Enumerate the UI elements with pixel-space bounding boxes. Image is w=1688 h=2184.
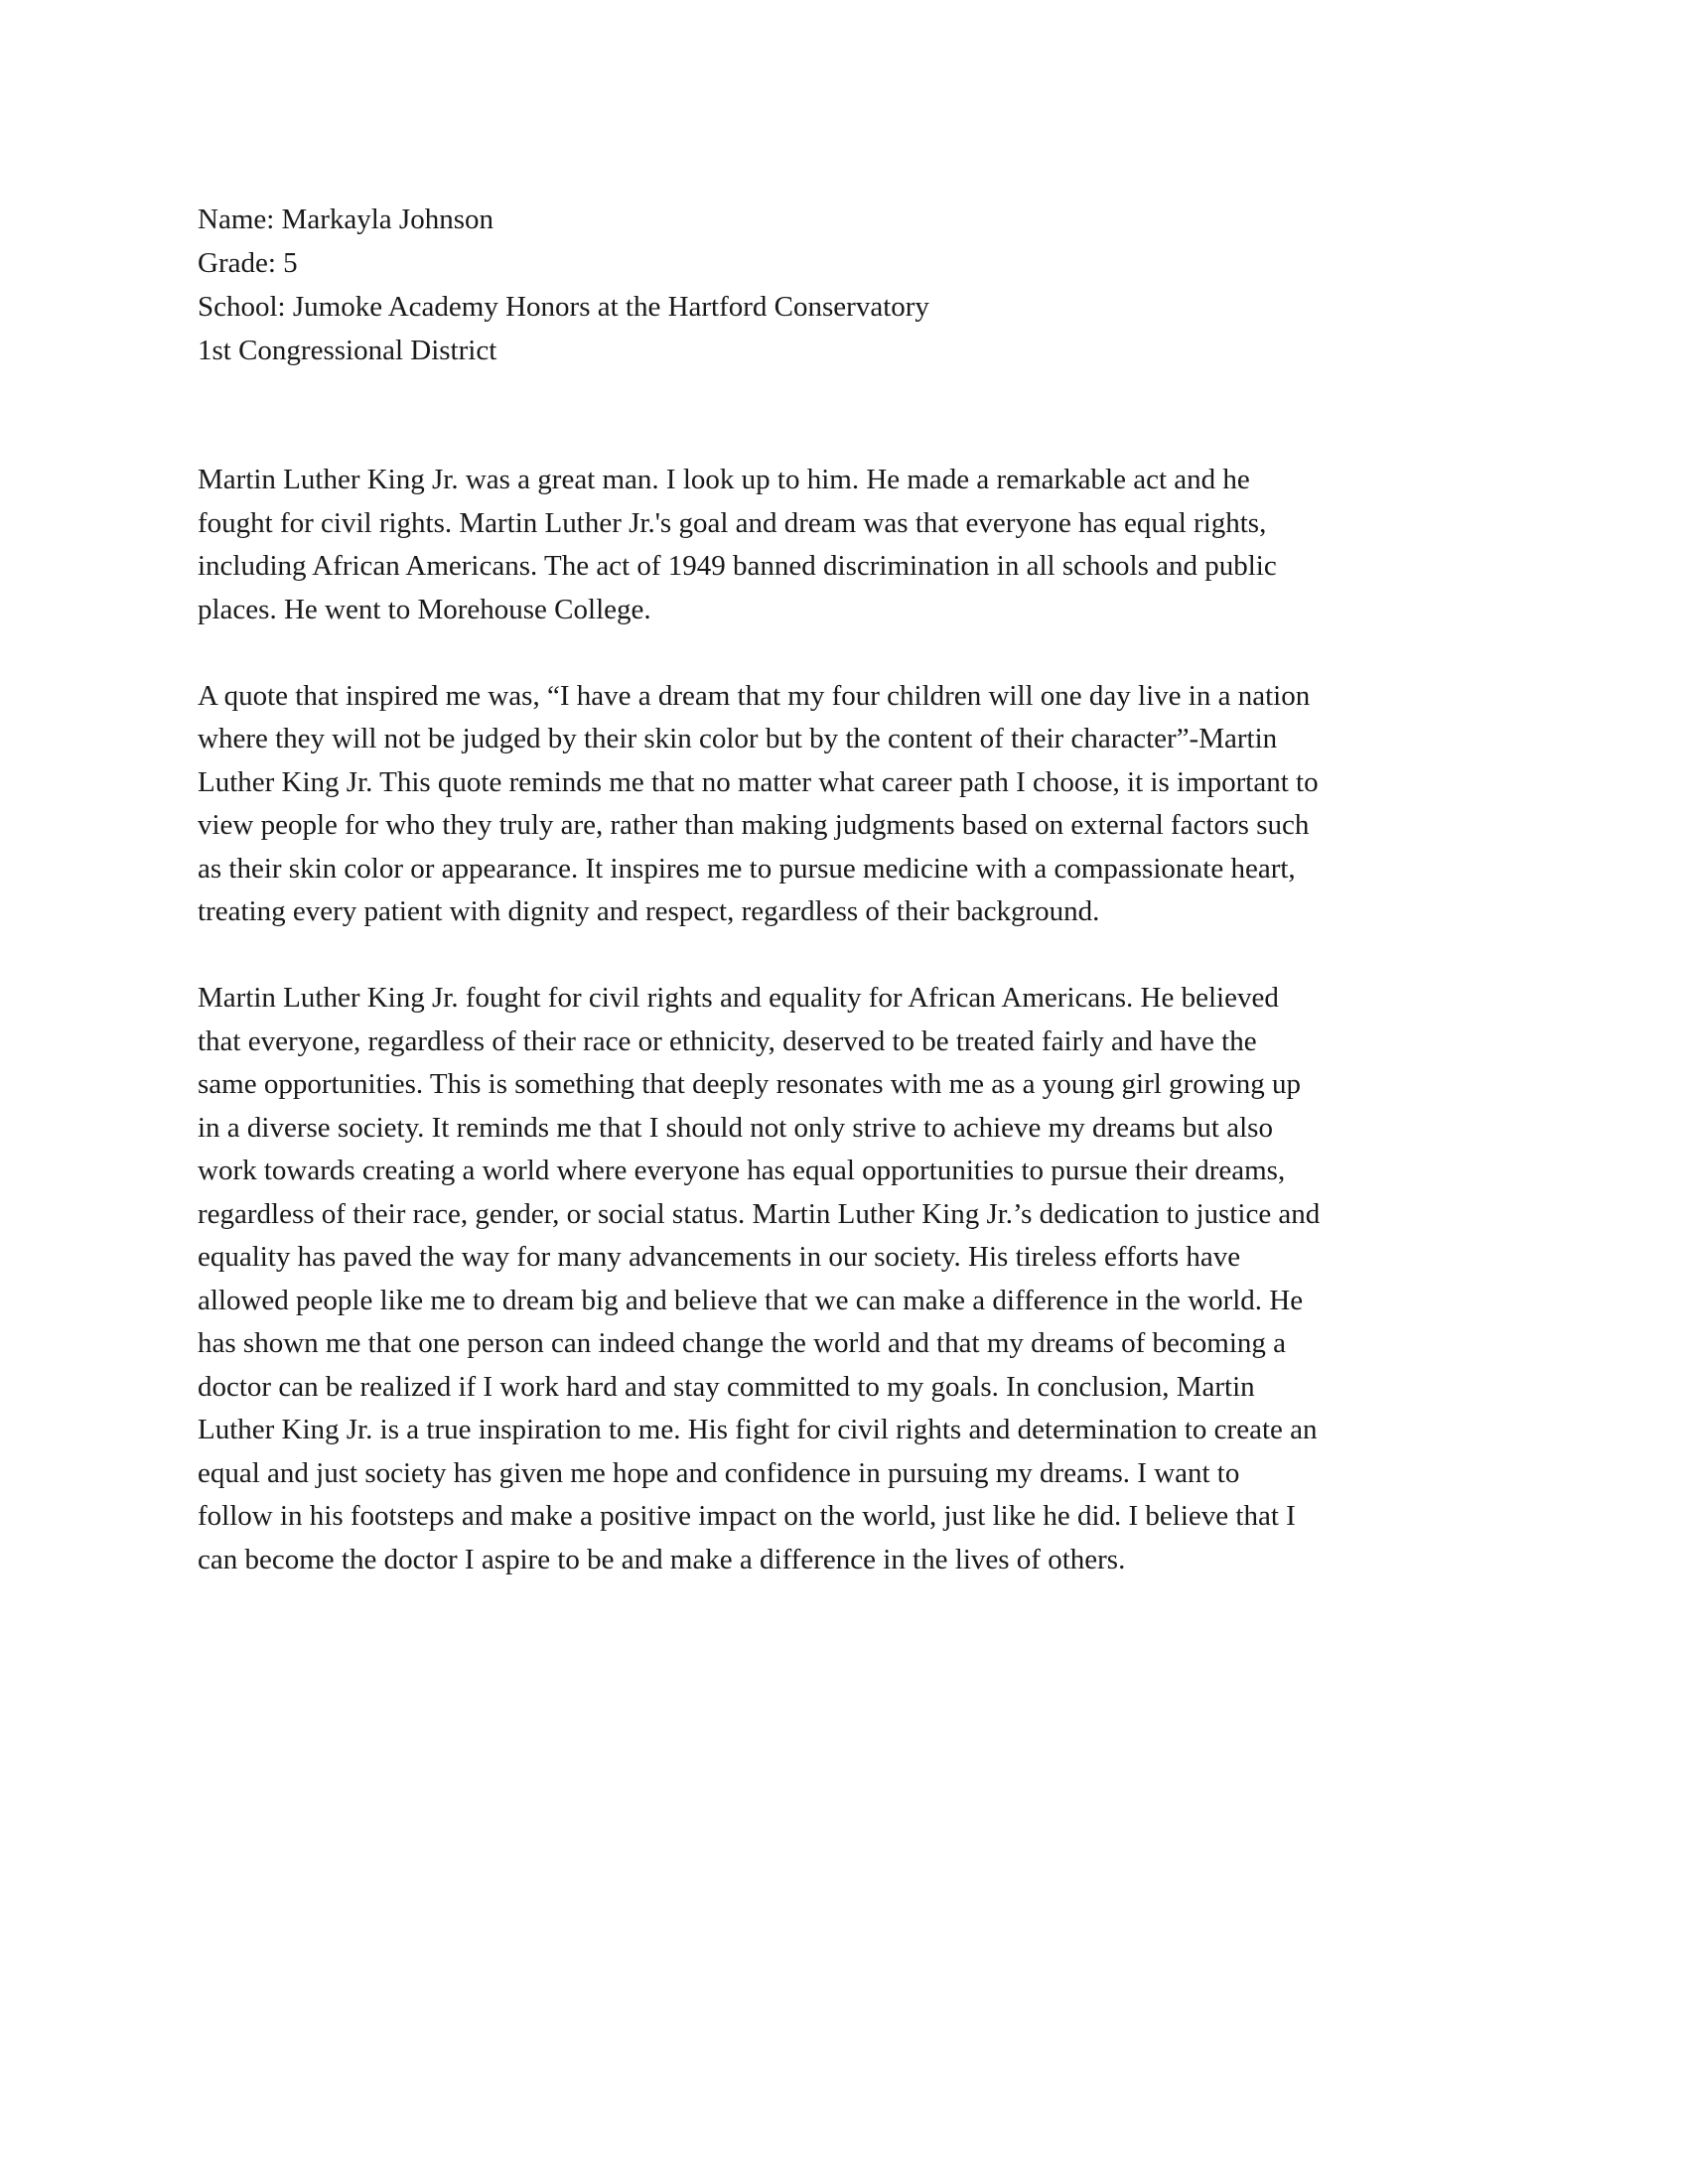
essay-line: follow in his footsteps and make a positive impact on the world, just like he did. I believe that I xyxy=(198,1500,1296,1532)
essay-paragraph-3 xyxy=(198,977,1488,1581)
essay-line: has shown me that one person can indeed change the world and that my dreams of becoming a xyxy=(198,1327,1287,1359)
student-name: Name: Markayla Johnson xyxy=(198,204,493,235)
essay-line: Martin Luther King Jr. fought for civil rights and equality for African Americans. He believed xyxy=(198,982,1279,1014)
essay-line: where they will not be judged by their skin color but by the content of their character”-Martin xyxy=(198,723,1278,754)
essay-line: allowed people like me to dream big and believe that we can make a difference in the world. He xyxy=(198,1284,1304,1316)
essay-line: fought for civil rights. Martin Luther Jr.'s goal and dream was that everyone has equal rights, xyxy=(198,506,1267,539)
essay-line: including African Americans. The act of 1949 banned discrimination in all schools and public xyxy=(198,550,1277,582)
essay-line: that everyone, regardless of their race or ethnicity, deserved to be treated fairly and have the xyxy=(198,1024,1257,1057)
essay-line: in a diverse society. It reminds me that I should not only strive to achieve my dreams but also xyxy=(198,1111,1273,1144)
paragraph-spacer xyxy=(198,631,1488,675)
essay-line: same opportunities. This is something that deeply resonates with me as a young girl growing up xyxy=(198,1068,1301,1100)
essay-line: work towards creating a world where everyone has equal opportunities to pursue their dreams, xyxy=(198,1155,1286,1186)
student-info-header xyxy=(198,198,1488,372)
essay-line: Martin Luther King Jr. was a great man. I look up to him. He made a remarkable act and he xyxy=(198,464,1250,495)
student-grade: Grade: 5 xyxy=(198,247,298,279)
essay-line: Luther King Jr. This quote reminds me that no matter what career path I choose, it is important to xyxy=(198,765,1319,798)
essay-paragraph-1 xyxy=(198,459,1488,631)
essay-line: places. He went to Morehouse College. xyxy=(198,593,651,625)
essay-line: view people for who they truly are, rather than making judgments based on external factors such xyxy=(198,809,1310,841)
congressional-district: 1st Congressional District xyxy=(198,335,497,366)
essay-line: regardless of their race, gender, or social status. Martin Luther King Jr.’s dedication to justice and xyxy=(198,1197,1321,1230)
essay-paragraph-2 xyxy=(198,675,1488,934)
essay-line: as their skin color or appearance. It inspires me to pursue medicine with a compassionate heart, xyxy=(198,852,1296,885)
essay-line: equal and just society has given me hope and confidence in pursuing my dreams. I want to xyxy=(198,1456,1240,1489)
paragraph-spacer xyxy=(198,934,1488,978)
essay-line: A quote that inspired me was, “I have a dream that my four children will one day live in a nation xyxy=(198,679,1311,712)
essay-line: equality has paved the way for many advancements in our society. His tireless efforts have xyxy=(198,1241,1241,1273)
student-school: School: Jumoke Academy Honors at the Hartford Conservatory xyxy=(198,291,929,323)
essay-line: can become the doctor I aspire to be and make a difference in the lives of others. xyxy=(198,1543,1126,1575)
essay-line: doctor can be realized if I work hard and stay committed to my goals. In conclusion, Martin xyxy=(198,1370,1255,1403)
essay-body xyxy=(198,459,1488,1581)
essay-line: Luther King Jr. is a true inspiration to me. His fight for civil rights and determination to create an xyxy=(198,1414,1318,1445)
essay-line: treating every patient with dignity and respect, regardless of their background. xyxy=(198,895,1100,927)
